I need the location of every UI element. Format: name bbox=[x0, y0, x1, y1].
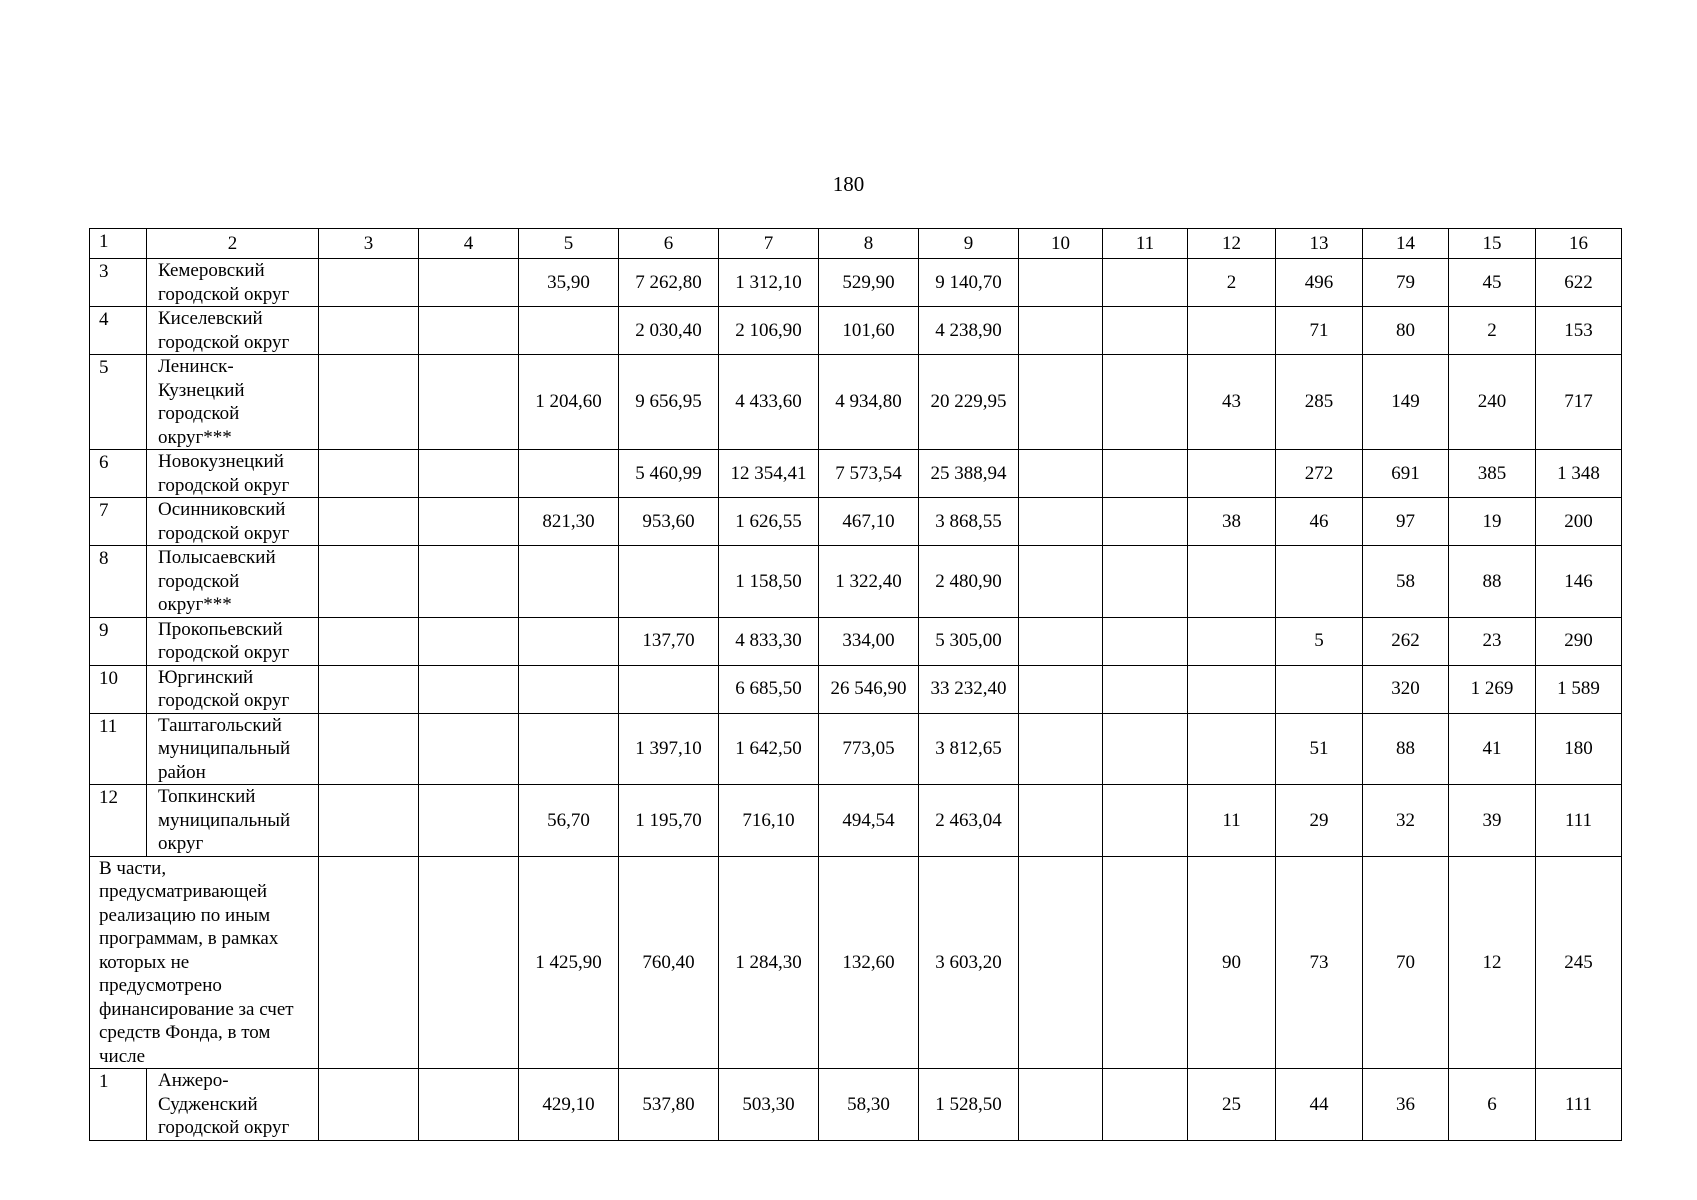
table-row bbox=[90, 355, 1622, 450]
value-cell-col-6: 5 460,99 bbox=[619, 450, 719, 498]
column-header-cell: 12 bbox=[1188, 229, 1276, 259]
value-cell-col-11 bbox=[1103, 1069, 1188, 1141]
value-cell-col-3 bbox=[319, 665, 419, 713]
table-row bbox=[90, 617, 1622, 665]
municipality-name-cell: Анжеро-Судженский городской округ bbox=[147, 1069, 319, 1141]
value-cell-col-15: 6 bbox=[1449, 1069, 1536, 1141]
value-cell-col-13 bbox=[1276, 665, 1363, 713]
value-cell-col-8: 773,05 bbox=[819, 713, 919, 785]
value-cell-col-4 bbox=[419, 713, 519, 785]
value-cell-col-14: 79 bbox=[1363, 259, 1449, 307]
value-cell-col-15: 39 bbox=[1449, 785, 1536, 857]
value-cell-col-10 bbox=[1019, 450, 1103, 498]
value-cell-col-11 bbox=[1103, 259, 1188, 307]
value-cell-col-16: 153 bbox=[1536, 307, 1622, 355]
value-cell-col-9: 25 388,94 bbox=[919, 450, 1019, 498]
value-cell-col-6: 953,60 bbox=[619, 498, 719, 546]
value-cell-col-16: 180 bbox=[1536, 713, 1622, 785]
value-cell-col-3 bbox=[319, 259, 419, 307]
value-cell-col-9: 9 140,70 bbox=[919, 259, 1019, 307]
value-cell-col-8: 26 546,90 bbox=[819, 665, 919, 713]
table-body bbox=[90, 229, 1622, 1141]
value-cell-col-10 bbox=[1019, 1069, 1103, 1141]
row-number-cell: 7 bbox=[90, 498, 147, 546]
value-cell-col-6: 760,40 bbox=[619, 856, 719, 1069]
value-cell-col-4 bbox=[419, 450, 519, 498]
value-cell-col-11 bbox=[1103, 785, 1188, 857]
value-cell-col-6: 537,80 bbox=[619, 1069, 719, 1141]
municipality-name-cell: Топкинский муниципальный округ bbox=[147, 785, 319, 857]
value-cell-col-13: 71 bbox=[1276, 307, 1363, 355]
value-cell-col-14: 691 bbox=[1363, 450, 1449, 498]
table-row bbox=[90, 713, 1622, 785]
value-cell-col-12: 25 bbox=[1188, 1069, 1276, 1141]
value-cell-col-12: 2 bbox=[1188, 259, 1276, 307]
row-number-cell: 12 bbox=[90, 785, 147, 857]
page-number: 180 bbox=[832, 172, 865, 196]
municipality-name-cell: Полысаевский городской округ*** bbox=[147, 546, 319, 618]
value-cell-col-3 bbox=[319, 498, 419, 546]
value-cell-col-9: 33 232,40 bbox=[919, 665, 1019, 713]
value-cell-col-3 bbox=[319, 713, 419, 785]
table-row bbox=[90, 498, 1622, 546]
column-header-cell: 9 bbox=[919, 229, 1019, 259]
value-cell-col-15: 12 bbox=[1449, 856, 1536, 1069]
value-cell-col-12: 11 bbox=[1188, 785, 1276, 857]
value-cell-col-5: 429,10 bbox=[519, 1069, 619, 1141]
municipality-name-cell: Таштагольский муниципальный район bbox=[147, 713, 319, 785]
value-cell-col-5 bbox=[519, 713, 619, 785]
row-number-cell: 5 bbox=[90, 355, 147, 450]
value-cell-col-8: 1 322,40 bbox=[819, 546, 919, 618]
column-header-cell: 15 bbox=[1449, 229, 1536, 259]
column-header-cell: 8 bbox=[819, 229, 919, 259]
value-cell-col-7: 716,10 bbox=[719, 785, 819, 857]
municipality-name-cell: Киселевский городской округ bbox=[147, 307, 319, 355]
value-cell-col-10 bbox=[1019, 665, 1103, 713]
value-cell-col-5: 35,90 bbox=[519, 259, 619, 307]
value-cell-col-8: 58,30 bbox=[819, 1069, 919, 1141]
value-cell-col-6 bbox=[619, 665, 719, 713]
value-cell-col-15: 2 bbox=[1449, 307, 1536, 355]
row-number-cell: 8 bbox=[90, 546, 147, 618]
value-cell-col-12: 43 bbox=[1188, 355, 1276, 450]
value-cell-col-13: 73 bbox=[1276, 856, 1363, 1069]
value-cell-col-12 bbox=[1188, 546, 1276, 618]
value-cell-col-4 bbox=[419, 617, 519, 665]
value-cell-col-14: 70 bbox=[1363, 856, 1449, 1069]
value-cell-col-14: 36 bbox=[1363, 1069, 1449, 1141]
value-cell-col-11 bbox=[1103, 546, 1188, 618]
table-row bbox=[90, 259, 1622, 307]
value-cell-col-6: 1 195,70 bbox=[619, 785, 719, 857]
value-cell-col-9: 20 229,95 bbox=[919, 355, 1019, 450]
table-row bbox=[90, 307, 1622, 355]
row-number-cell: 6 bbox=[90, 450, 147, 498]
table-row bbox=[90, 450, 1622, 498]
value-cell-col-12: 90 bbox=[1188, 856, 1276, 1069]
value-cell-col-4 bbox=[419, 498, 519, 546]
value-cell-col-10 bbox=[1019, 617, 1103, 665]
value-cell-col-15: 19 bbox=[1449, 498, 1536, 546]
value-cell-col-12 bbox=[1188, 307, 1276, 355]
value-cell-col-8: 494,54 bbox=[819, 785, 919, 857]
value-cell-col-12 bbox=[1188, 617, 1276, 665]
value-cell-col-4 bbox=[419, 856, 519, 1069]
value-cell-col-6: 1 397,10 bbox=[619, 713, 719, 785]
column-header-cell: 2 bbox=[147, 229, 319, 259]
value-cell-col-5: 821,30 bbox=[519, 498, 619, 546]
value-cell-col-7: 2 106,90 bbox=[719, 307, 819, 355]
value-cell-col-14: 32 bbox=[1363, 785, 1449, 857]
value-cell-col-11 bbox=[1103, 617, 1188, 665]
value-cell-col-14: 58 bbox=[1363, 546, 1449, 618]
value-cell-col-3 bbox=[319, 355, 419, 450]
value-cell-col-5: 1 204,60 bbox=[519, 355, 619, 450]
value-cell-col-14: 320 bbox=[1363, 665, 1449, 713]
value-cell-col-7: 4 833,30 bbox=[719, 617, 819, 665]
value-cell-col-5 bbox=[519, 546, 619, 618]
value-cell-col-12 bbox=[1188, 665, 1276, 713]
value-cell-col-7: 1 284,30 bbox=[719, 856, 819, 1069]
column-header-cell: 1 bbox=[90, 229, 147, 259]
value-cell-col-7: 1 158,50 bbox=[719, 546, 819, 618]
value-cell-col-11 bbox=[1103, 665, 1188, 713]
value-cell-col-6 bbox=[619, 546, 719, 618]
value-cell-col-10 bbox=[1019, 785, 1103, 857]
value-cell-col-13: 44 bbox=[1276, 1069, 1363, 1141]
value-cell-col-3 bbox=[319, 617, 419, 665]
value-cell-col-15: 240 bbox=[1449, 355, 1536, 450]
value-cell-col-7: 6 685,50 bbox=[719, 665, 819, 713]
table-row bbox=[90, 665, 1622, 713]
row-number-cell: 1 bbox=[90, 1069, 147, 1141]
value-cell-col-13: 496 bbox=[1276, 259, 1363, 307]
value-cell-col-12: 38 bbox=[1188, 498, 1276, 546]
value-cell-col-7: 12 354,41 bbox=[719, 450, 819, 498]
value-cell-col-14: 80 bbox=[1363, 307, 1449, 355]
value-cell-col-15: 88 bbox=[1449, 546, 1536, 618]
value-cell-col-15: 385 bbox=[1449, 450, 1536, 498]
value-cell-col-3 bbox=[319, 546, 419, 618]
value-cell-col-9: 2 463,04 bbox=[919, 785, 1019, 857]
value-cell-col-15: 1 269 bbox=[1449, 665, 1536, 713]
row-number-cell: 11 bbox=[90, 713, 147, 785]
table-row bbox=[90, 1069, 1622, 1141]
value-cell-col-12 bbox=[1188, 450, 1276, 498]
value-cell-col-7: 1 626,55 bbox=[719, 498, 819, 546]
municipality-name-cell: Прокопьевский городской округ bbox=[147, 617, 319, 665]
value-cell-col-10 bbox=[1019, 546, 1103, 618]
value-cell-col-6: 2 030,40 bbox=[619, 307, 719, 355]
value-cell-col-4 bbox=[419, 665, 519, 713]
value-cell-col-11 bbox=[1103, 450, 1188, 498]
value-cell-col-13: 285 bbox=[1276, 355, 1363, 450]
table-row bbox=[90, 785, 1622, 857]
data-table bbox=[89, 228, 1622, 1141]
value-cell-col-12 bbox=[1188, 713, 1276, 785]
value-cell-col-4 bbox=[419, 785, 519, 857]
value-cell-col-8: 7 573,54 bbox=[819, 450, 919, 498]
value-cell-col-13: 5 bbox=[1276, 617, 1363, 665]
value-cell-col-3 bbox=[319, 307, 419, 355]
value-cell-col-3 bbox=[319, 1069, 419, 1141]
value-cell-col-11 bbox=[1103, 713, 1188, 785]
value-cell-col-11 bbox=[1103, 355, 1188, 450]
value-cell-col-14: 262 bbox=[1363, 617, 1449, 665]
value-cell-col-8: 467,10 bbox=[819, 498, 919, 546]
value-cell-col-16: 1 348 bbox=[1536, 450, 1622, 498]
value-cell-col-6: 7 262,80 bbox=[619, 259, 719, 307]
value-cell-col-9: 1 528,50 bbox=[919, 1069, 1019, 1141]
value-cell-col-15: 41 bbox=[1449, 713, 1536, 785]
value-cell-col-9: 2 480,90 bbox=[919, 546, 1019, 618]
value-cell-col-5 bbox=[519, 307, 619, 355]
value-cell-col-13: 272 bbox=[1276, 450, 1363, 498]
value-cell-col-16: 111 bbox=[1536, 1069, 1622, 1141]
value-cell-col-16: 245 bbox=[1536, 856, 1622, 1069]
value-cell-col-7: 4 433,60 bbox=[719, 355, 819, 450]
value-cell-col-11 bbox=[1103, 498, 1188, 546]
value-cell-col-10 bbox=[1019, 307, 1103, 355]
value-cell-col-4 bbox=[419, 1069, 519, 1141]
value-cell-col-8: 101,60 bbox=[819, 307, 919, 355]
municipality-name-cell: Осинниковский городской округ bbox=[147, 498, 319, 546]
value-cell-col-14: 88 bbox=[1363, 713, 1449, 785]
section-label-cell: В части, предусматривающей реализацию по иным программам, в рамках которых не предусмотрено финансирование за счет средств Фонда, в том числе bbox=[90, 856, 319, 1069]
value-cell-col-11 bbox=[1103, 856, 1188, 1069]
value-cell-col-9: 3 603,20 bbox=[919, 856, 1019, 1069]
value-cell-col-14: 149 bbox=[1363, 355, 1449, 450]
value-cell-col-7: 1 642,50 bbox=[719, 713, 819, 785]
value-cell-col-10 bbox=[1019, 856, 1103, 1069]
value-cell-col-7: 503,30 bbox=[719, 1069, 819, 1141]
value-cell-col-5 bbox=[519, 617, 619, 665]
value-cell-col-13 bbox=[1276, 546, 1363, 618]
value-cell-col-10 bbox=[1019, 259, 1103, 307]
value-cell-col-5 bbox=[519, 665, 619, 713]
municipality-name-cell: Юргинский городской округ bbox=[147, 665, 319, 713]
value-cell-col-16: 200 bbox=[1536, 498, 1622, 546]
value-cell-col-15: 45 bbox=[1449, 259, 1536, 307]
value-cell-col-6: 9 656,95 bbox=[619, 355, 719, 450]
column-header-cell: 11 bbox=[1103, 229, 1188, 259]
value-cell-col-16: 717 bbox=[1536, 355, 1622, 450]
value-cell-col-16: 1 589 bbox=[1536, 665, 1622, 713]
row-number-cell: 4 bbox=[90, 307, 147, 355]
municipality-name-cell: Новокузнецкий городской округ bbox=[147, 450, 319, 498]
row-number-cell: 10 bbox=[90, 665, 147, 713]
column-header-cell: 16 bbox=[1536, 229, 1622, 259]
value-cell-col-4 bbox=[419, 355, 519, 450]
value-cell-col-4 bbox=[419, 259, 519, 307]
municipality-name-cell: Ленинск-Кузнецкий городской округ*** bbox=[147, 355, 319, 450]
value-cell-col-3 bbox=[319, 856, 419, 1069]
value-cell-col-8: 132,60 bbox=[819, 856, 919, 1069]
value-cell-col-8: 529,90 bbox=[819, 259, 919, 307]
row-number-cell: 9 bbox=[90, 617, 147, 665]
value-cell-col-5: 56,70 bbox=[519, 785, 619, 857]
value-cell-col-9: 5 305,00 bbox=[919, 617, 1019, 665]
value-cell-col-4 bbox=[419, 546, 519, 618]
row-number-cell: 3 bbox=[90, 259, 147, 307]
value-cell-col-6: 137,70 bbox=[619, 617, 719, 665]
value-cell-col-7: 1 312,10 bbox=[719, 259, 819, 307]
value-cell-col-13: 51 bbox=[1276, 713, 1363, 785]
column-header-cell: 6 bbox=[619, 229, 719, 259]
value-cell-col-3 bbox=[319, 450, 419, 498]
value-cell-col-4 bbox=[419, 307, 519, 355]
column-header-row bbox=[90, 229, 1622, 259]
value-cell-col-9: 3 868,55 bbox=[919, 498, 1019, 546]
column-header-cell: 10 bbox=[1019, 229, 1103, 259]
value-cell-col-8: 4 934,80 bbox=[819, 355, 919, 450]
column-header-cell: 4 bbox=[419, 229, 519, 259]
value-cell-col-10 bbox=[1019, 355, 1103, 450]
column-header-cell: 5 bbox=[519, 229, 619, 259]
value-cell-col-3 bbox=[319, 785, 419, 857]
column-header-cell: 14 bbox=[1363, 229, 1449, 259]
value-cell-col-13: 46 bbox=[1276, 498, 1363, 546]
value-cell-col-5: 1 425,90 bbox=[519, 856, 619, 1069]
value-cell-col-10 bbox=[1019, 713, 1103, 785]
value-cell-col-10 bbox=[1019, 498, 1103, 546]
value-cell-col-9: 3 812,65 bbox=[919, 713, 1019, 785]
municipality-name-cell: Кемеровский городской округ bbox=[147, 259, 319, 307]
value-cell-col-16: 290 bbox=[1536, 617, 1622, 665]
column-header-cell: 3 bbox=[319, 229, 419, 259]
section-row bbox=[90, 856, 1622, 1069]
value-cell-col-13: 29 bbox=[1276, 785, 1363, 857]
column-header-cell: 7 bbox=[719, 229, 819, 259]
value-cell-col-16: 622 bbox=[1536, 259, 1622, 307]
value-cell-col-16: 111 bbox=[1536, 785, 1622, 857]
value-cell-col-11 bbox=[1103, 307, 1188, 355]
value-cell-col-8: 334,00 bbox=[819, 617, 919, 665]
value-cell-col-15: 23 bbox=[1449, 617, 1536, 665]
value-cell-col-5 bbox=[519, 450, 619, 498]
value-cell-col-9: 4 238,90 bbox=[919, 307, 1019, 355]
value-cell-col-16: 146 bbox=[1536, 546, 1622, 618]
value-cell-col-14: 97 bbox=[1363, 498, 1449, 546]
column-header-cell: 13 bbox=[1276, 229, 1363, 259]
table-row bbox=[90, 546, 1622, 618]
